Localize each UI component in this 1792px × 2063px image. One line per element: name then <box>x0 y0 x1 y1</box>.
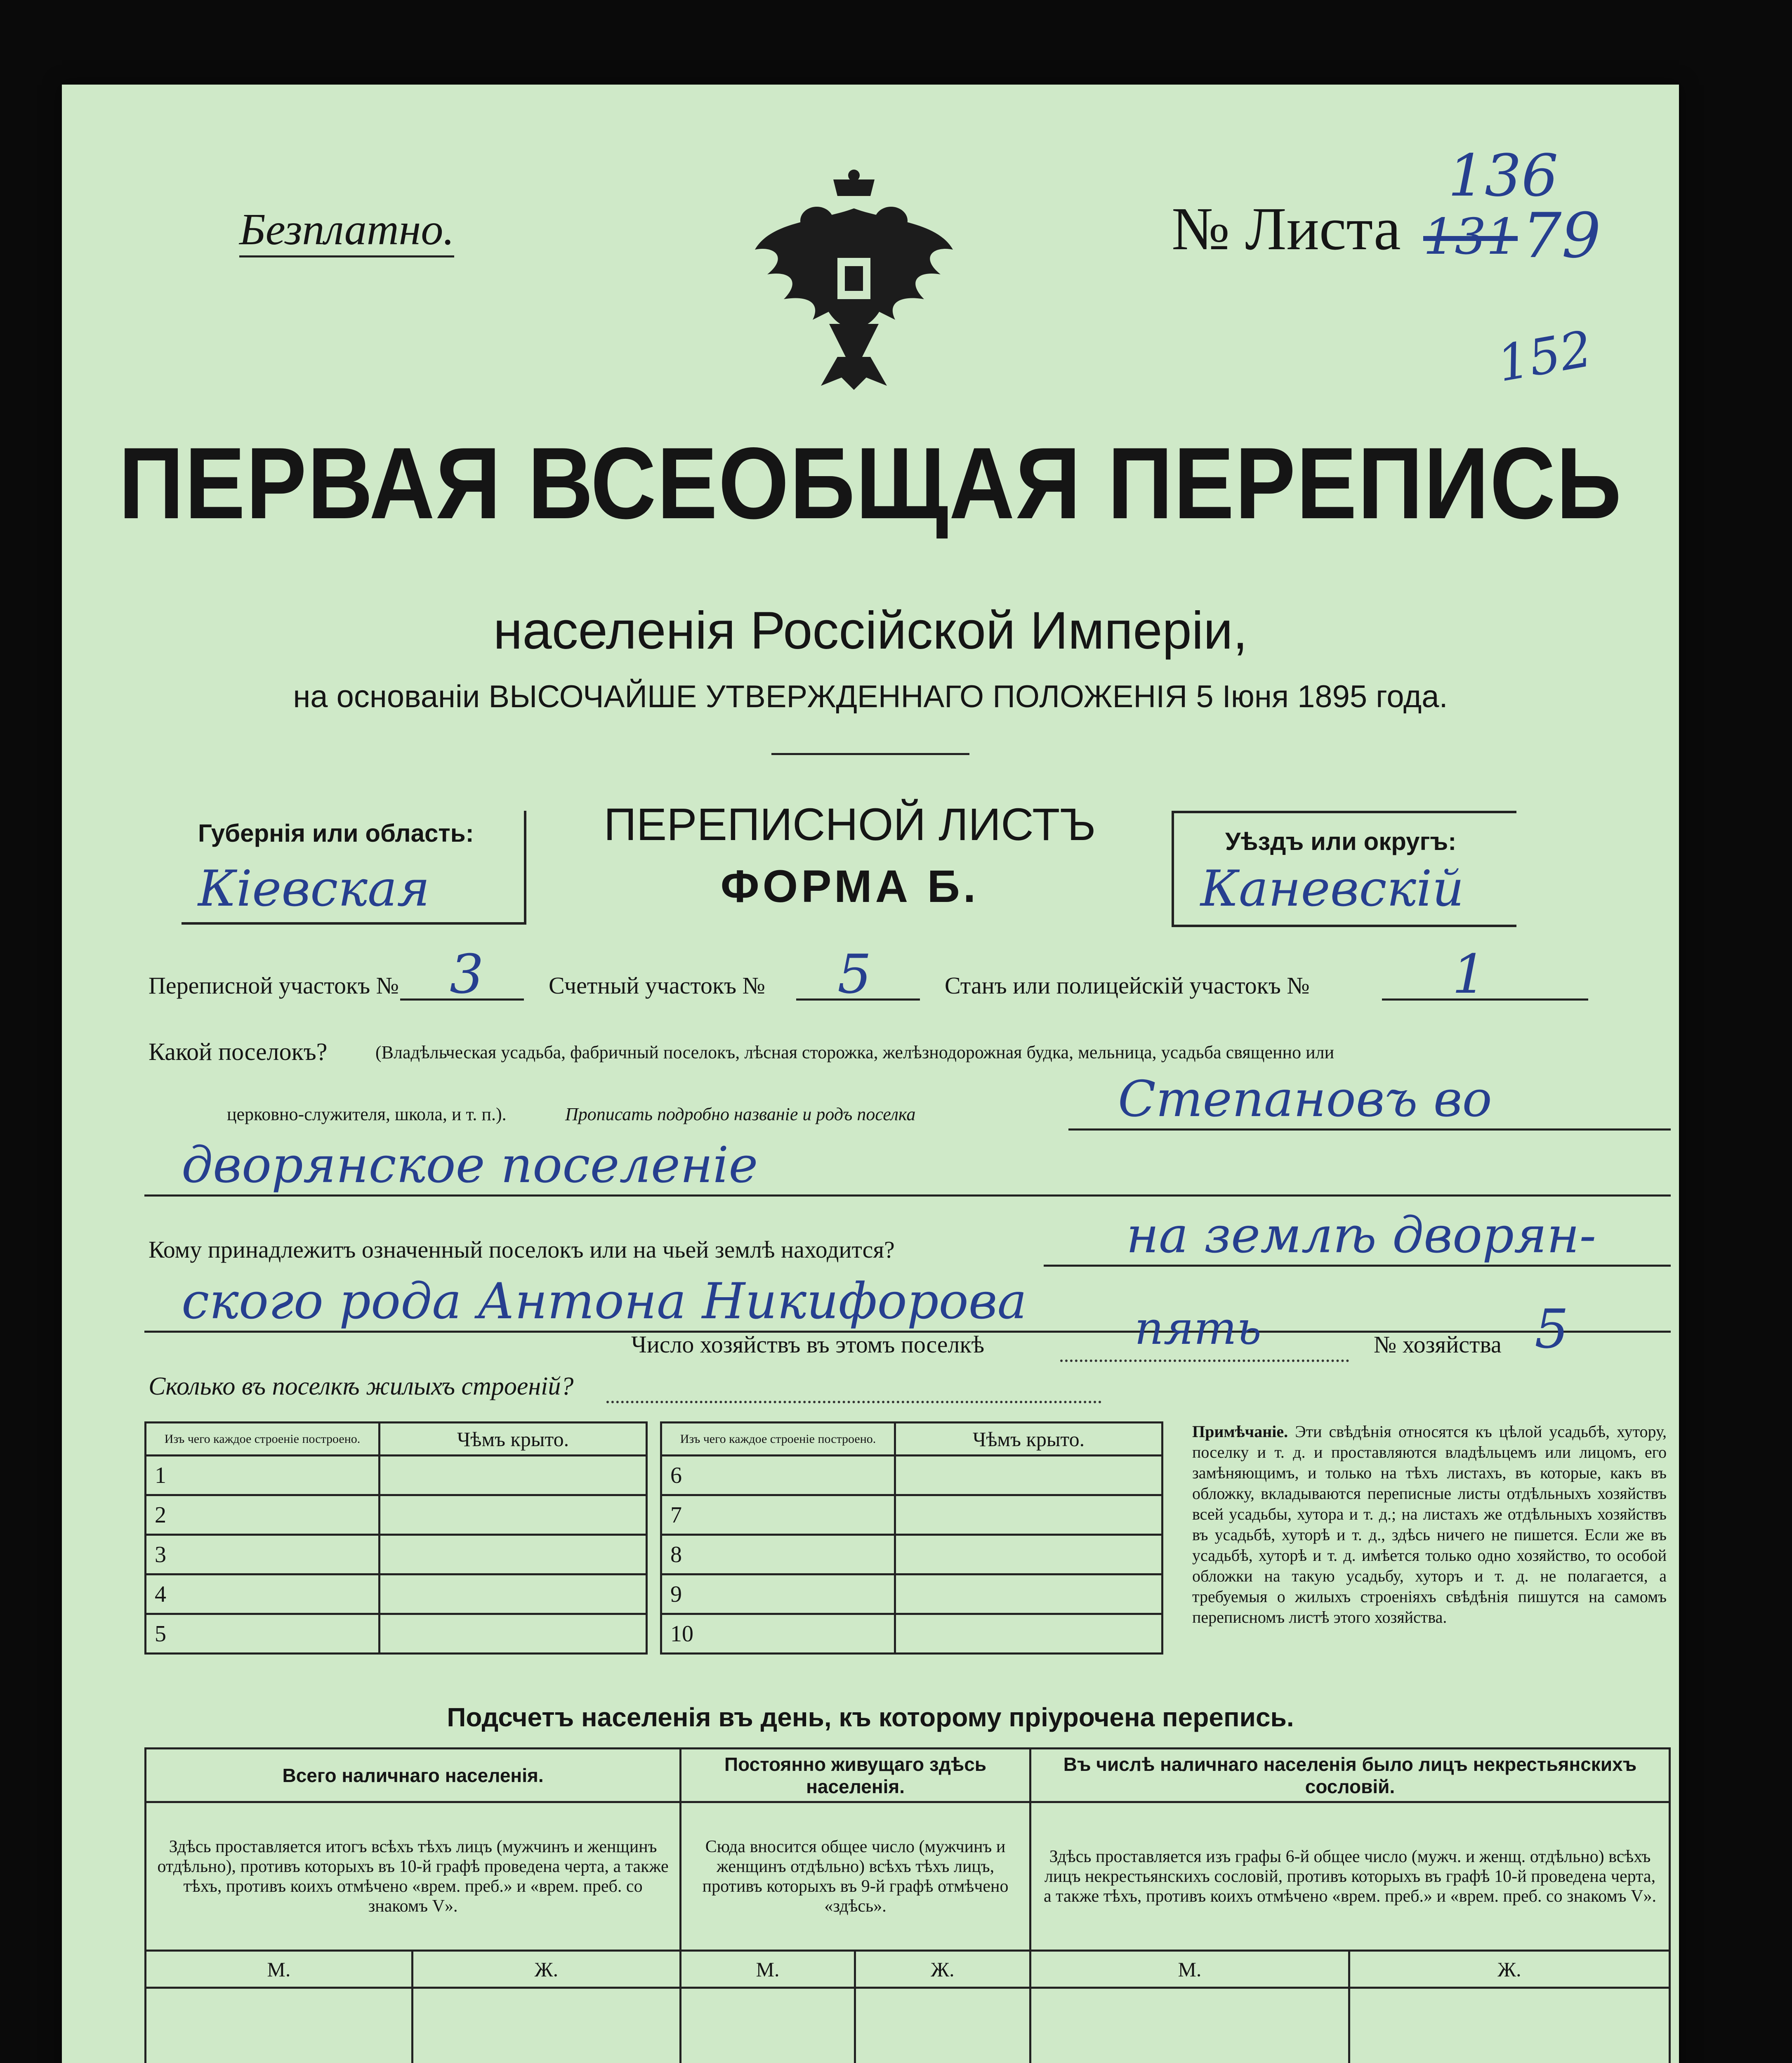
district-value: Каневскій <box>1200 860 1464 918</box>
cell <box>1030 1988 1349 2063</box>
settlement-value-1: Степановъ во <box>1118 1071 1492 1128</box>
sheet-number-side: 152 <box>1493 320 1596 393</box>
buildings-label: Сколько въ поселкѣ жилыхъ строеній? <box>149 1372 574 1400</box>
cell <box>681 1988 855 2063</box>
cell <box>895 1456 1162 1495</box>
buildings-table-right <box>660 1421 1163 1655</box>
page-subtitle: населенія Россійской Имперіи, <box>493 601 1248 660</box>
cell <box>380 1535 647 1574</box>
male-label: М. <box>681 1951 855 1988</box>
row-number: 1 <box>146 1456 380 1495</box>
page-title: ПЕРВАЯ ВСЕОБЩАЯ ПЕРЕПИСЬ <box>118 426 1622 540</box>
non-peasant-text: Здѣсь проставляется изъ графы 6-й общее число (мужч. и женщ. отдѣльно) всѣхъ лицъ некрестьянскихъ сословій, противъ которыхъ въ графѣ 10-й проведена черта, а также тѣхъ, противъ коихъ отмѣчено «врем. преб.» и «врем. преб. со знакомъ V». <box>1030 1802 1669 1951</box>
row-number: 8 <box>661 1535 895 1574</box>
material-header: Изъ чего каждое строеніе построено. <box>661 1423 895 1456</box>
basis-line: на основаніи ВЫСОЧАЙШЕ УТВЕРЖДЕННАГО ПОЛОЖЕНІЯ 5 Іюня 1895 года. <box>293 679 1448 714</box>
row-number: 4 <box>146 1574 380 1614</box>
coat-of-arms-emblem <box>738 163 969 394</box>
province-value: Кіевская <box>198 860 430 918</box>
note <box>1192 1421 1667 1628</box>
settlement-hint-2: церковно-служителя, школа, и т. п.). <box>227 1104 507 1124</box>
roof-header: Чѣмъ крыто. <box>380 1423 647 1456</box>
buildings-table-left <box>144 1421 648 1655</box>
roof-header: Чѣмъ крыто. <box>895 1423 1162 1456</box>
cell <box>895 1535 1162 1574</box>
settlement-value-2: дворянское поселеніе <box>182 1137 758 1194</box>
cell <box>380 1574 647 1614</box>
cell <box>380 1456 647 1495</box>
free-label: Безплатно. <box>239 204 454 257</box>
permanent-population-header: Постоянно живущаго здѣсь населенія. <box>681 1749 1030 1802</box>
census-sheet <box>62 85 1679 2063</box>
female-label: Ж. <box>412 1951 680 1988</box>
female-label: Ж. <box>1349 1951 1669 1988</box>
households-label: Число хозяйствъ въ этомъ поселкѣ <box>631 1331 985 1358</box>
female-label: Ж. <box>855 1951 1030 1988</box>
owner-value-1: на землѣ дворян- <box>1126 1207 1596 1264</box>
settlement-line-1 <box>1068 1128 1671 1131</box>
stan-value: 1 <box>1452 943 1486 1006</box>
province-label: Губернія или область: <box>198 819 474 847</box>
buildings-line <box>606 1401 1101 1403</box>
owner-value-2: ского рода Антона Никифорова <box>182 1273 1027 1330</box>
row-number: 7 <box>661 1495 895 1535</box>
settlement-hint-1: (Владѣльческая усадьба, фабричный поселокъ, лѣсная сторожка, желѣзнодорожная будка, мельница, усадьба священно или <box>375 1042 1335 1062</box>
census-district-label: Переписной участокъ № <box>149 972 399 999</box>
household-no-label: № хозяйства <box>1374 1331 1502 1358</box>
sheet-number-handwritten: 136 <box>1448 142 1559 210</box>
row-number: 5 <box>146 1614 380 1654</box>
note-title: Примѣчаніе. <box>1192 1422 1288 1441</box>
row-number: 2 <box>146 1495 380 1535</box>
cell <box>855 1988 1030 2063</box>
divider <box>771 753 969 755</box>
row-number: 3 <box>146 1535 380 1574</box>
settlement-label: Какой поселокъ? <box>149 1038 328 1065</box>
row-number: 10 <box>661 1614 895 1654</box>
households-value: пять <box>1134 1302 1261 1355</box>
household-no-value: 5 <box>1535 1298 1569 1360</box>
cell <box>1349 1988 1669 2063</box>
form-heading: ПЕРЕПИСНОЙ ЛИСТЪ <box>604 799 1096 850</box>
counting-district-value: 5 <box>837 943 872 1006</box>
stan-label: Станъ или полицейскій участокъ № <box>945 972 1310 999</box>
population-heading: Подсчетъ населенія въ день, къ которому пріурочена перепись. <box>447 1702 1294 1732</box>
non-peasant-header: Въ числѣ наличнаго населенія было лицъ некрестьянскихъ сословій. <box>1030 1749 1669 1802</box>
male-label: М. <box>146 1951 413 1988</box>
male-label: М. <box>1030 1951 1349 1988</box>
cell <box>895 1614 1162 1654</box>
cell <box>380 1495 647 1535</box>
owner-label: Кому принадлежитъ означенный поселокъ или на чьей землѣ находится? <box>149 1236 895 1263</box>
cell <box>412 1988 680 2063</box>
settlement-line-2 <box>144 1194 1671 1197</box>
sheet-number-struck: 131 <box>1423 208 1518 266</box>
cell <box>146 1988 413 2063</box>
row-number: 9 <box>661 1574 895 1614</box>
district-label: Уѣздъ или округъ: <box>1225 828 1457 855</box>
form-name: ФОРМА Б. <box>720 861 979 912</box>
cell <box>380 1614 647 1654</box>
counting-district-label: Счетный участокъ № <box>549 972 765 999</box>
total-population-header: Всего наличнаго населенія. <box>146 1749 681 1802</box>
permanent-population-text: Сюда вносится общее число (мужчинъ и женщинъ отдѣльно) всѣхъ тѣхъ лицъ, противъ которыхъ въ 9-й графѣ отмѣчено «здѣсь». <box>681 1802 1030 1951</box>
note-text: Эти свѣдѣнія относятся къ цѣлой усадьбѣ, хутору, поселку и т. д. и проставляются владѣльцемъ или лицомъ, его замѣняющимъ, и только на тѣхъ листахъ, въ которые, какъ въ обложку, вкладываются переписные листы отдѣльныхъ хозяйствъ всей усадьбы, хутора и т. д.; на листахъ же отдѣльныхъ хозяйствъ въ усадьбѣ, хуторѣ и т. д., здѣсь ничего не пишется. Если же въ усадьбѣ, хуторѣ и т. д. имѣется только одно хозяйство, то особой обложки на такую усадьбу, хуторъ и т. д. не полагается, а требуемыя о жилыхъ строеніяхъ свѣдѣнія пишутся на самомъ переписномъ листѣ этого хозяйства. <box>1192 1422 1667 1626</box>
cell <box>895 1495 1162 1535</box>
row-number: 6 <box>661 1456 895 1495</box>
census-district-value: 3 <box>450 943 484 1006</box>
sheet-number-extra: 79 <box>1522 200 1601 272</box>
total-population-text: Здѣсь проставляется итогъ всѣхъ тѣхъ лицъ (мужчинъ и женщинъ отдѣльно), противъ которыхъ въ 10-й графѣ проведена черта, а также тѣхъ, противъ коихъ отмѣчено «врем. преб.» и «врем. преб. со знакомъ V». <box>146 1802 681 1951</box>
households-line <box>1060 1360 1349 1362</box>
cell <box>895 1574 1162 1614</box>
sheet-number-label: № Листа <box>1172 195 1401 263</box>
material-header: Изъ чего каждое строеніе построено. <box>146 1423 380 1456</box>
owner-line-1 <box>1044 1265 1671 1267</box>
settlement-hint-3: Прописать подробно названіе и родъ поселка <box>565 1104 916 1124</box>
population-table <box>144 1747 1671 2063</box>
